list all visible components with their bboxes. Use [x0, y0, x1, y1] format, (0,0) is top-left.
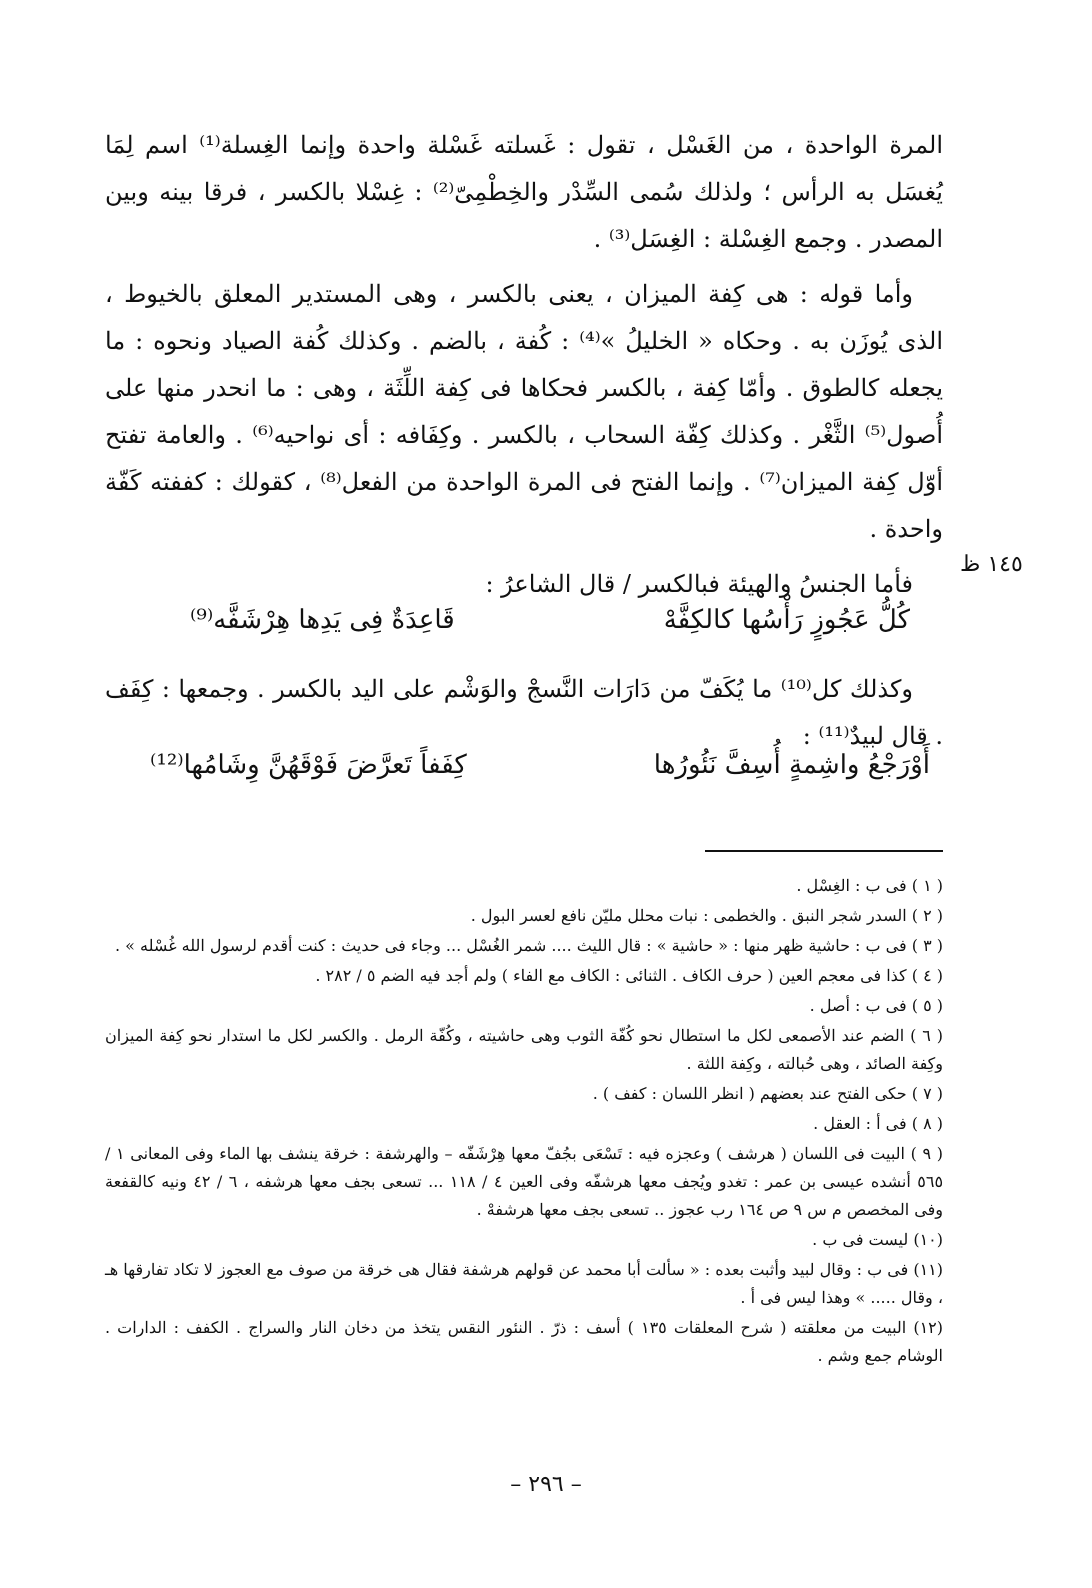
footnote: ( ٧ ) حكى الفتح عند بعضهم ( انظر اللسان : كفف ) . — [592, 1084, 943, 1103]
footnote: (١٠) ليست فى ب . — [812, 1230, 943, 1249]
footnote: ( ٦ ) الضم عند الأصمعى لكل ما استطال نحو كُفّة الثوب وهى حاشيته ، وكُفّة الرمل . والكسر لكل ما استدار نحو كِفة الميزان وكِفة الصائد ، وهى حُبالته ، وكِفة اللثة . — [105, 1026, 943, 1073]
manuscript-folio-note: ١٤٥ ظ — [960, 552, 1023, 577]
footnote: ( ٤ ) كذا فى معجم العين ( حرف الكاف . الثنائى : الكاف مع الفاء ) ولم أجد فيه الضم ٥ / ٢٨٢ . — [315, 966, 943, 985]
verse-1-second-hemistich: قَاعِدَةٌ فِى يَدِها هِرْشَفَّه⁽⁹⁾ — [190, 605, 455, 635]
paragraph-2: وأما قوله : هى كِفة الميزان ، يعنى بالكسر ، وهى المستدير المعلق بالخيوط ، الذى يُوزَن به . وحكاه « الخليلُ »⁽⁴⁾ : كُفة ، بالضم . وكذلك كُفة الصياد ونحوه : ما يجعله كالطوق . وأمّا كِفة ، بالكسر فحكاها فى كِفة اللِّثَة ، وهى : ما انحدر منها على أُصول⁽⁵⁾ الثَّغْر . وكذلك كِفّة السحاب ، بالكسر . وكِفَافه : أى نواحيه⁽⁶⁾ . والعامة تفتح أوّل كِفة الميزان⁽⁷⁾ . وإنما الفتح فى المرة الواحدة من الفعل⁽⁸⁾ ، كقولك : كففته كَفّة واحدة . — [105, 280, 944, 543]
footnote: ( ٣ ) فى ب : حاشية ظهر منها : « حاشية » : قال الليث .... شمر الغُسْل ... وجاء فى حديث : كنت أقدم لرسول الله غُسْله » . — [115, 936, 943, 955]
footnote: ( ٢ ) السدر شجر النبق . والخطمى : نبات محلل مليّن نافع لعسر البول . — [470, 906, 943, 925]
paragraph-4: وكذلك كل⁽¹⁰⁾ ما يُكَفّ من دَارَات النَّسجْ والوَشْم على اليد بالكسر . وجمعها : كِفَف . قال لبيدٌ⁽¹¹⁾ : — [105, 675, 943, 750]
footnote: ( ٥ ) فى ب : أصل . — [809, 996, 943, 1015]
page-number: – ٢٩٦ – — [510, 1472, 582, 1497]
verse-2-first-hemistich: أَوْرَجْعُ واشِمةٍ أُسِفَّ نَئُورُها — [653, 750, 930, 780]
verse-2-second-hemistich: كِفَفاً تَعرَّضَ فَوْقَهُنَّ وِشَامُها⁽¹²⁾ — [150, 750, 467, 780]
footnote: ( ٨ ) فى أ : العقل . — [813, 1114, 943, 1133]
footnote: ( ٩ ) البيت فى اللسان ( هرشف ) وعجزه فيه : تَسْعَى بجُفّ معها هِرْشَفّه – والهرشفة : خرقة ينشف بها الماء وفى المعانى ١ / ٥٦٥ أنشده عيسى بن عمر : تغدو ويُجف معها هرشفّه وفى العين ٤ / ١١٨ ... تسعى بجف معها هرشفه ، ٦ / ٤٢ ونيه كالقفعة وفى المخصص م س ٩ ص ١٦٤ رب عجوز .. تسعى بجف معها هرشفهْ . — [105, 1144, 944, 1219]
footnote: (١١) فى ب : وقال لبيد وأثبت بعده : « سألت أبا محمد عن قولهم هرشفة فقال هى خرقة من صوف مع العجوز لا تكاد تفارقها هـ ، وقال ..... » وهذا ليس فى أ . — [105, 1260, 943, 1307]
footnote-separator — [705, 850, 943, 852]
verse-1-first-hemistich: كُلُّ عَجُوزٍ رَأْسُها كالكِفَّهْ — [663, 605, 910, 635]
main-text-block-2 — [105, 658, 943, 760]
footnote: (١٢) البيت من معلقته ( شرح المعلقات ١٣٥ ) أسف : ذرّ . النئور النقس يتخذ من دخان النار والسراج . الكفف : الدارات . الوشام جمع وشم . — [105, 1318, 943, 1365]
footnote: ( ١ ) فى ب : الغِسْل . — [796, 876, 943, 895]
paragraph-1: المرة الواحدة ، من الغَسْل ، تقول : غَسلته غَسْلة واحدة وإنما الغِسلة⁽¹⁾ اسم لِمَا يُغسَل به الرأس ؛ ولذلك سُمى السِّدْر والخِطْمِىّ⁽²⁾ : غِسْلا بالكسر ، فرقا بينه وبين المصدر . وجمع الغِسْلة : الغِسَل⁽³⁾ . — [105, 131, 943, 253]
footnotes — [105, 872, 943, 1372]
main-text-block — [105, 122, 943, 608]
paragraph-3: فأما الجنسُ والهيئة فبالكسر / قال الشاعرُ : — [485, 570, 913, 598]
